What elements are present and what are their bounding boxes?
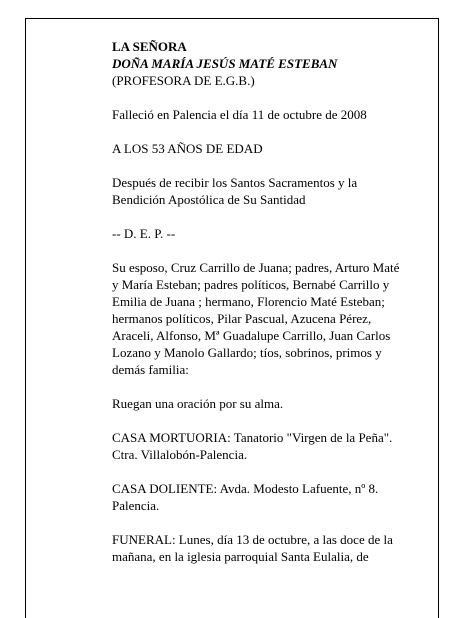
death-statement [112,106,422,123]
death-line: Falleció en Palencia el día 11 de octubre de 2008 [112,107,367,122]
funeral-line-1: FUNERAL: Lunes, día 13 de octubre, a las doce de la [112,532,393,547]
header-block [112,38,422,89]
rip-text: -- D. E. P. -- [112,226,176,241]
age-line: A LOS 53 AÑOS DE EDAD [112,141,263,156]
doliente-paragraph [112,480,422,514]
family-line-6: Lozano y Manolo Gallardo; tíos, sobrinos, primos y [112,345,382,360]
family-line-1: Su esposo, Cruz Carrillo de Juana; padres, Arturo Maté [112,260,400,275]
mortuary-paragraph [112,429,422,463]
family-line-2: y María Esteban; padres políticos, Bernabé Carrillo y [112,277,390,292]
family-line-7: demás familia: [112,362,189,377]
header-profession: (PROFESORA DE E.G.B.) [112,73,255,88]
funeral-paragraph [112,531,422,565]
prayer-paragraph [112,395,422,412]
sacraments-line-1: Después de recibir los Santos Sacramentos y la [112,175,358,190]
mortuary-line-2: Ctra. Villalobón-Palencia. [112,447,248,462]
sacraments-paragraph [112,174,422,208]
age-statement [112,140,422,157]
sacraments-line-2: Bendición Apostólica de Su Santidad [112,192,306,207]
mortuary-line-1: CASA MORTUORIA: Tanatorio "Virgen de la Peña". [112,430,393,445]
family-line-3: Emilia de Juana ; hermano, Florencio Maté Esteban; [112,294,385,309]
rip-line [112,225,422,242]
header-name: DOÑA MARÍA JESÚS MATÉ ESTEBAN [112,56,338,71]
family-paragraph [112,259,422,378]
funeral-line-2: mañana, en la iglesia parroquial Santa Eulalia, de [112,549,369,564]
obituary-text [112,38,422,582]
doliente-line-1: CASA DOLIENTE: Avda. Modesto Lafuente, nº 8. [112,481,379,496]
doliente-line-2: Palencia. [112,498,160,513]
prayer-line: Ruegan una oración por su alma. [112,396,284,411]
family-line-5: Araceli, Alfonso, Mª Guadalupe Carrillo, Juan Carlos [112,328,391,343]
family-line-4: hermanos políticos, Pilar Pascual, Azucena Pérez, [112,311,372,326]
header-line-1: LA SEÑORA [112,39,187,54]
